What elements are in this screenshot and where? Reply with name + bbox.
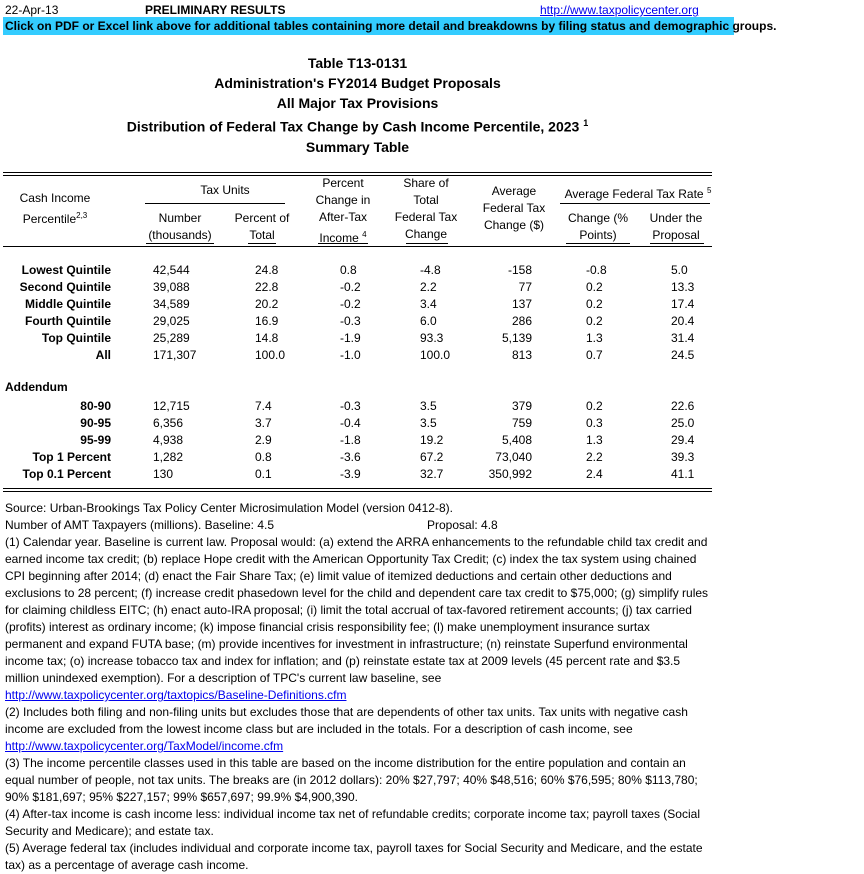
top-line [0,0,864,18]
note-3: (3) The income percentile classes used in this table are based on the income distribution for the entire population and contain an equal number of people, not tax units. The breaks are (in 2012 dollars): 20% $27,797; 40% $48,516; 60% $76,595; 80% $113,780; 90% $181,697; 95% $227,157; 99% $657,697; 99.9% $4,900,390. [5,756,698,804]
col-tax-units: Tax Units [200,183,250,197]
table-row: Top 1 Percent 1,282 0.8 -3.6 67.2 73,040 2.2 39.3 [32,450,695,464]
preliminary-label: PRELIMINARY RESULTS [145,3,286,17]
note-5: (5) Average federal tax (includes individual and corporate income tax, payroll taxes for Social Security and Medicare, and the estate tax) as a percentage of average cash income. [5,841,703,872]
title-line-2: Administration's FY2014 Budget Proposals [214,75,501,91]
table-row: Lowest Quintile 42,544 24.8 0.8 -4.8 -158 -0.8 5.0 [21,263,688,277]
table-row: 80-90 12,715 7.4 -0.3 3.5 379 0.2 22.6 [80,399,695,413]
tpc-link[interactable]: http://www.taxpolicycenter.org [540,3,699,17]
col-percent-total: Percent of Total [234,211,290,242]
tax-units-underline [145,203,285,204]
title-line-3: All Major Tax Provisions [276,95,439,111]
table-bottom-rule [3,488,712,489]
addendum-label: Addendum [5,380,68,394]
baseline-definitions-link[interactable]: http://www.taxpolicycenter.org/taxtopics/Baseline-Definitions.cfm [5,688,347,702]
table-bottom-rule-2 [3,491,712,492]
pct-change-underline [318,243,368,244]
income-definition-link[interactable]: http://www.taxpolicycenter.org/TaxModel/income.cfm [5,739,284,753]
title-line-5: Summary Table [305,138,410,155]
note-2: (2) Includes both filing and non-filing units but excludes those that are dependents of other tax units. Tax units with negative cash income are excluded from the lowest income class but are included in the totals. For a description of cash income, see [5,705,688,736]
table-row: Top 0.1 Percent 130 0.1 -3.9 32.7 350,992 2.4 41.1 [22,467,695,481]
col-under-proposal: Under the Proposal [649,211,703,242]
title-line-4: Distribution of Federal Tax Change by Cash Income Percentile, 2023 $^1$ [126,118,589,135]
note-4: (4) After-tax income is cash income less: individual income tax net of refundable credits; corporate income tax; payroll taxes (Social Security and Medicare); and estate tax. [5,807,700,838]
share-underline [406,243,448,244]
header-top-rule [3,172,712,173]
report-date: 22-Apr-13 [5,3,59,17]
info-banner: Click on PDF or Excel link above for additional tables containing more detail and breakdowns by filing status and demographic groups. [5,19,777,33]
table-row: Middle Quintile 34,589 20.2 -0.2 3.4 137 0.2 17.4 [25,297,695,311]
note-1: (1) Calendar year. Baseline is current law. Proposal would: (a) extend the ARRA enhancements to the refundable child tax credit and earned income tax credit; (b) replace Hope credit with the American Opportunity Tax Credit; (c) index the tax system using chained CPI beginning after 2014; (d) enact the Fair Share Tax; (e) limit value of itemized deductions and certain other deductions and exclusions to 28 percent; (f) increase credit phasedown level for the child and dependent care tax credit to $75,000; (g) simplify rules for claiming childless EITC; (h) enact auto-IRA proposal; (i) limit the total accrual of tax-favored retirement accounts; (j) tax carried (profits) interest as ordinary income; (k) impose financial crisis responsibility fee; (l) make unemployment insurance surtax permanent and expand FUTA base; (m) provide incentives for investment in infrastructure; (n) reinstate Superfund environmental income tax; (o) increase tobacco tax and index for inflation; and (p) reinstate estate tax at 2009 levels (45 percent rate and $3.5 million unindexed exemption). For a description of TPC's current law baseline, see [5,535,709,685]
table-row: Fourth Quintile 29,025 16.9 -0.3 6.0 286 0.2 20.4 [25,314,695,328]
table-row: 90-95 6,356 3.7 -0.4 3.5 759 0.3 25.0 [80,416,695,430]
table-row: Top Quintile 25,289 14.8 -1.9 93.3 5,139 1.3 31.4 [41,331,695,345]
col-cash-income: Cash Income Percentile$^{2,3}$ [19,191,91,226]
notes-section [5,500,710,874]
percent-total-underline [248,243,276,244]
table-row: Second Quintile 39,088 22.8 -0.2 2.2 77 0.2 13.3 [19,280,695,294]
amt-line: Number of AMT Taxpayers (millions). Baseline: 4.5 Proposal: 4.8 [5,518,498,532]
col-avg-rate: Average Federal Tax Rate $^5$ [564,186,712,201]
col-change-pts: Change (% Points) [567,211,629,242]
source-note: Source: Urban-Brookings Tax Policy Center Microsimulation Model (version 0412-8). [5,501,453,515]
col-number: Number (thousands) [148,211,212,242]
number-underline [146,243,214,244]
avg-rate-underline [560,203,710,204]
table-id: Table T13-0131 [307,55,408,71]
col-share: Share of Total Federal Tax Change [394,176,458,241]
table-titles [3,53,712,157]
col-pct-change: Percent Change in After-Tax Income $^4$ [315,176,371,245]
table-row: 95-99 4,938 2.9 -1.8 19.2 5,408 1.3 29.4 [80,433,695,447]
change-pts-underline [566,243,630,244]
under-proposal-underline [650,243,704,244]
col-avg-change: Average Federal Tax Change ($) [482,184,546,232]
table-row: All 171,307 100.0 -1.0 100.0 813 0.7 24.5 [95,348,695,362]
